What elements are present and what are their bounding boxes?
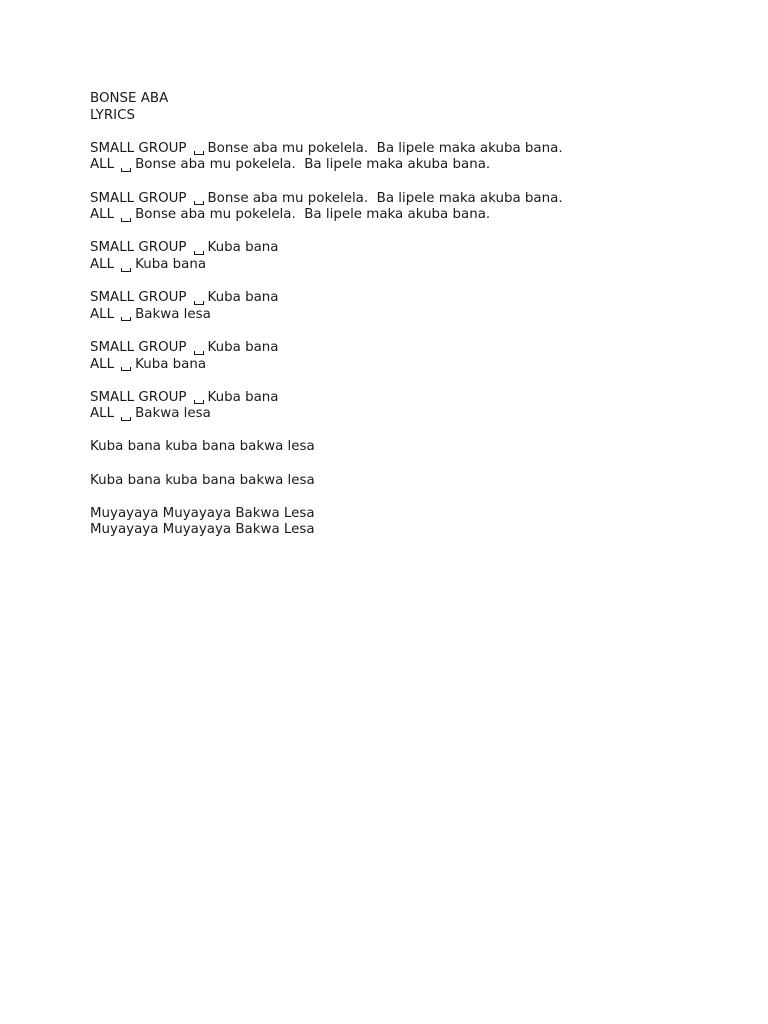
speaker-label: SMALL GROUP bbox=[90, 240, 187, 256]
missing-glyph-icon bbox=[193, 240, 204, 257]
lyric-text: Kuba bana bbox=[135, 256, 207, 272]
lyric-line bbox=[90, 157, 730, 174]
lyric-text: Bonse aba mu pokelela. Ba lipele maka akuba bana. bbox=[207, 140, 563, 156]
speaker-label: ALL bbox=[90, 306, 115, 322]
lyric-text: Kuba bana bbox=[207, 240, 279, 256]
missing-glyph-icon bbox=[120, 207, 131, 224]
missing-glyph-icon bbox=[120, 357, 131, 374]
lyric-text: Bonse aba mu pokelela. Ba lipele maka akuba bana. bbox=[135, 207, 491, 223]
document-subtitle: LYRICS bbox=[90, 107, 135, 123]
speaker-label: ALL bbox=[90, 356, 115, 372]
speaker-label: SMALL GROUP bbox=[90, 290, 187, 306]
blank-line bbox=[90, 423, 730, 440]
lyric-line bbox=[90, 406, 730, 423]
lyric-line bbox=[90, 207, 730, 224]
speaker-label: ALL bbox=[90, 256, 115, 272]
lyric-line bbox=[90, 357, 730, 374]
lyric-text: Kuba bana bbox=[207, 339, 279, 355]
lyric-text: Bonse aba mu pokelela. Ba lipele maka akuba bana. bbox=[207, 190, 563, 206]
speaker-label: SMALL GROUP bbox=[90, 190, 187, 206]
lyric-text: Kuba bana bbox=[135, 356, 207, 372]
missing-glyph-icon bbox=[193, 141, 204, 158]
lyric-line bbox=[90, 257, 730, 274]
missing-glyph-icon bbox=[120, 157, 131, 174]
missing-glyph-icon bbox=[193, 340, 204, 357]
lyric-text: Kuba bana bbox=[207, 290, 279, 306]
lyric-line bbox=[90, 307, 730, 324]
missing-glyph-icon bbox=[193, 191, 204, 208]
lyric-text: Bonse aba mu pokelela. Ba lipele maka akuba bana. bbox=[135, 157, 491, 173]
blank-line bbox=[90, 274, 730, 291]
missing-glyph-icon bbox=[120, 307, 131, 324]
refrain-line: Kuba bana kuba bana bakwa lesa bbox=[90, 472, 315, 488]
blank-line bbox=[90, 373, 730, 390]
lyric-text: Kuba bana bbox=[207, 389, 279, 405]
blank-line bbox=[90, 174, 730, 191]
lyric-text: Bakwa lesa bbox=[135, 306, 211, 322]
lyric-line bbox=[90, 340, 730, 357]
closing-line: Muyayaya Muyayaya Bakwa Lesa bbox=[90, 522, 315, 538]
closing-line: Muyayaya Muyayaya Bakwa Lesa bbox=[90, 505, 315, 521]
blank-line bbox=[90, 456, 730, 473]
lyric-line bbox=[90, 290, 730, 307]
document-title: BONSE ABA bbox=[90, 91, 169, 106]
speaker-label: SMALL GROUP bbox=[90, 140, 187, 156]
lyric-line bbox=[90, 390, 730, 407]
missing-glyph-icon bbox=[120, 257, 131, 274]
missing-glyph-icon bbox=[120, 406, 131, 423]
speaker-label: SMALL GROUP bbox=[90, 339, 187, 355]
lyric-line bbox=[90, 240, 730, 257]
missing-glyph-icon bbox=[193, 390, 204, 407]
refrain-line: Kuba bana kuba bana bakwa lesa bbox=[90, 439, 315, 455]
lyric-text: Bakwa lesa bbox=[135, 406, 211, 422]
speaker-label: ALL bbox=[90, 157, 115, 173]
speaker-label: ALL bbox=[90, 406, 115, 422]
lyrics-document bbox=[90, 91, 730, 539]
blank-line bbox=[90, 323, 730, 340]
speaker-label: ALL bbox=[90, 207, 115, 223]
speaker-label: SMALL GROUP bbox=[90, 389, 187, 405]
blank-line bbox=[90, 224, 730, 241]
blank-line bbox=[90, 489, 730, 506]
blank-line bbox=[90, 124, 730, 141]
lyric-line bbox=[90, 191, 730, 208]
lyric-line bbox=[90, 141, 730, 158]
missing-glyph-icon bbox=[193, 290, 204, 307]
